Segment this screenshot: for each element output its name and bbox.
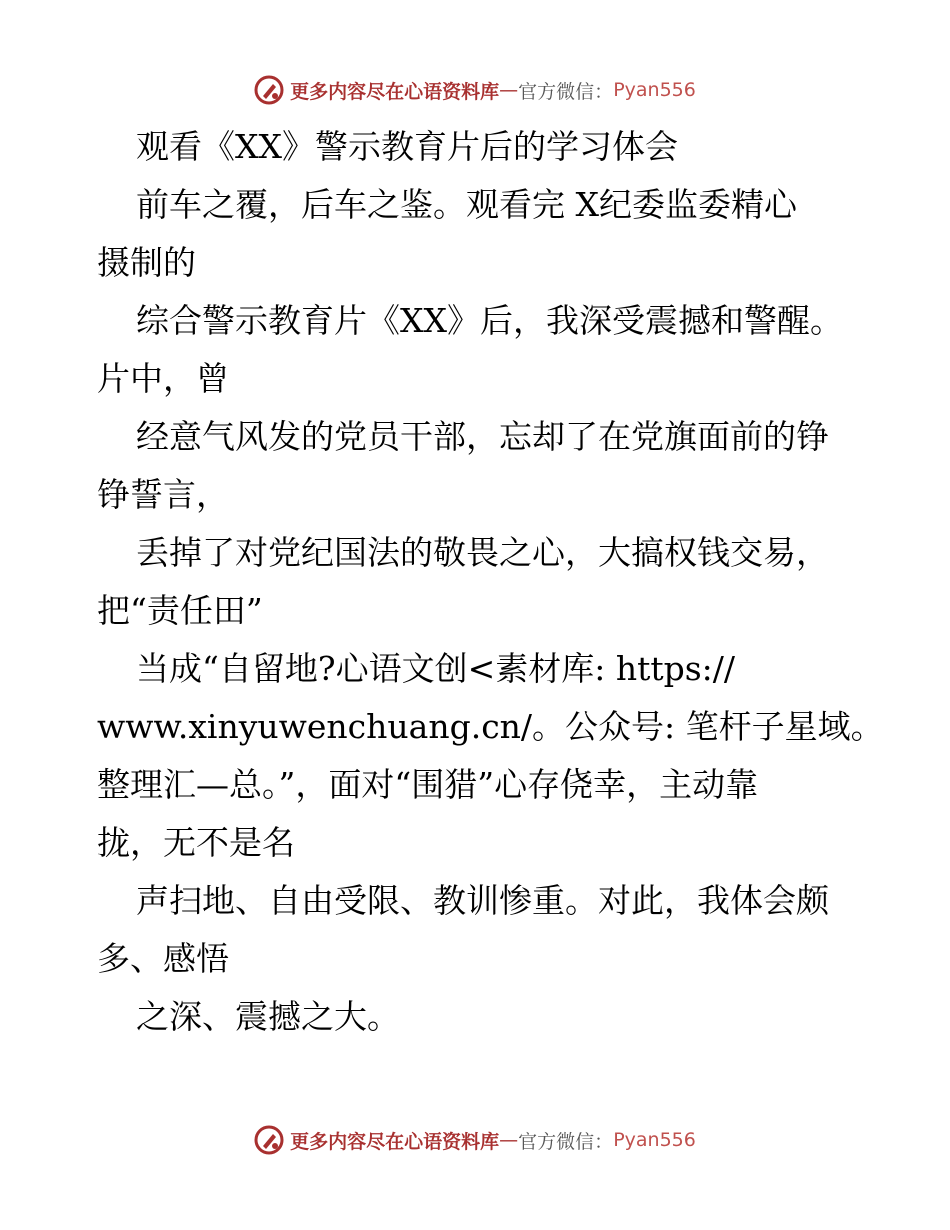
watermark-label: 官方微信：	[518, 80, 614, 103]
watermark-brand: 更多内容尽在心语资料库	[290, 1130, 500, 1153]
text-line: 经意气风发的党员干部，忘却了在党旗面前的铮	[136, 417, 829, 456]
text-line: 丢掉了对党纪国法的敬畏之心，大搞权钱交易，	[136, 533, 829, 572]
watermark-id: Pyan556	[613, 79, 696, 101]
watermark-id: Pyan556	[613, 1129, 696, 1151]
text-line: 之深、震撼之大。	[136, 997, 400, 1036]
watermark-dash: —	[499, 79, 519, 101]
header-watermark	[0, 70, 950, 110]
text-line: 当成“自留地?心语文创<素材库: https://	[136, 649, 736, 688]
text-line: 铮誓言，	[97, 475, 229, 514]
document-title: 观看《XX》警示教育片后的学习体会	[136, 127, 678, 166]
text-line: www.xinyuwenchuang.cn/。公众号: 笔杆子星域。	[97, 707, 884, 746]
footer-watermark	[0, 1120, 950, 1160]
text-line: 整理汇—总。”，面对“围猎”心存侥幸，主动靠	[97, 765, 759, 804]
watermark-dash: —	[499, 1129, 519, 1151]
text-line: 综合警示教育片《XX》后，我深受震撼和警醒。	[136, 301, 843, 340]
pen-logo-icon	[254, 1125, 284, 1155]
text-line: 把“责任田”	[97, 591, 263, 630]
text-line: 声扫地、自由受限、教训惨重。对此，我体会颇	[136, 881, 829, 920]
text-line: 片中，曾	[97, 359, 229, 398]
document-body	[97, 118, 884, 1046]
text-line: 前车之覆，后车之鉴。观看完 X纪委监委精心	[136, 185, 797, 224]
text-line: 多、感悟	[97, 939, 229, 978]
watermark-brand: 更多内容尽在心语资料库	[290, 80, 500, 103]
text-line: 拢，无不是名	[97, 823, 295, 862]
text-line: 摄制的	[97, 243, 196, 282]
pen-logo-icon	[254, 75, 284, 105]
watermark-label: 官方微信：	[518, 1130, 614, 1153]
